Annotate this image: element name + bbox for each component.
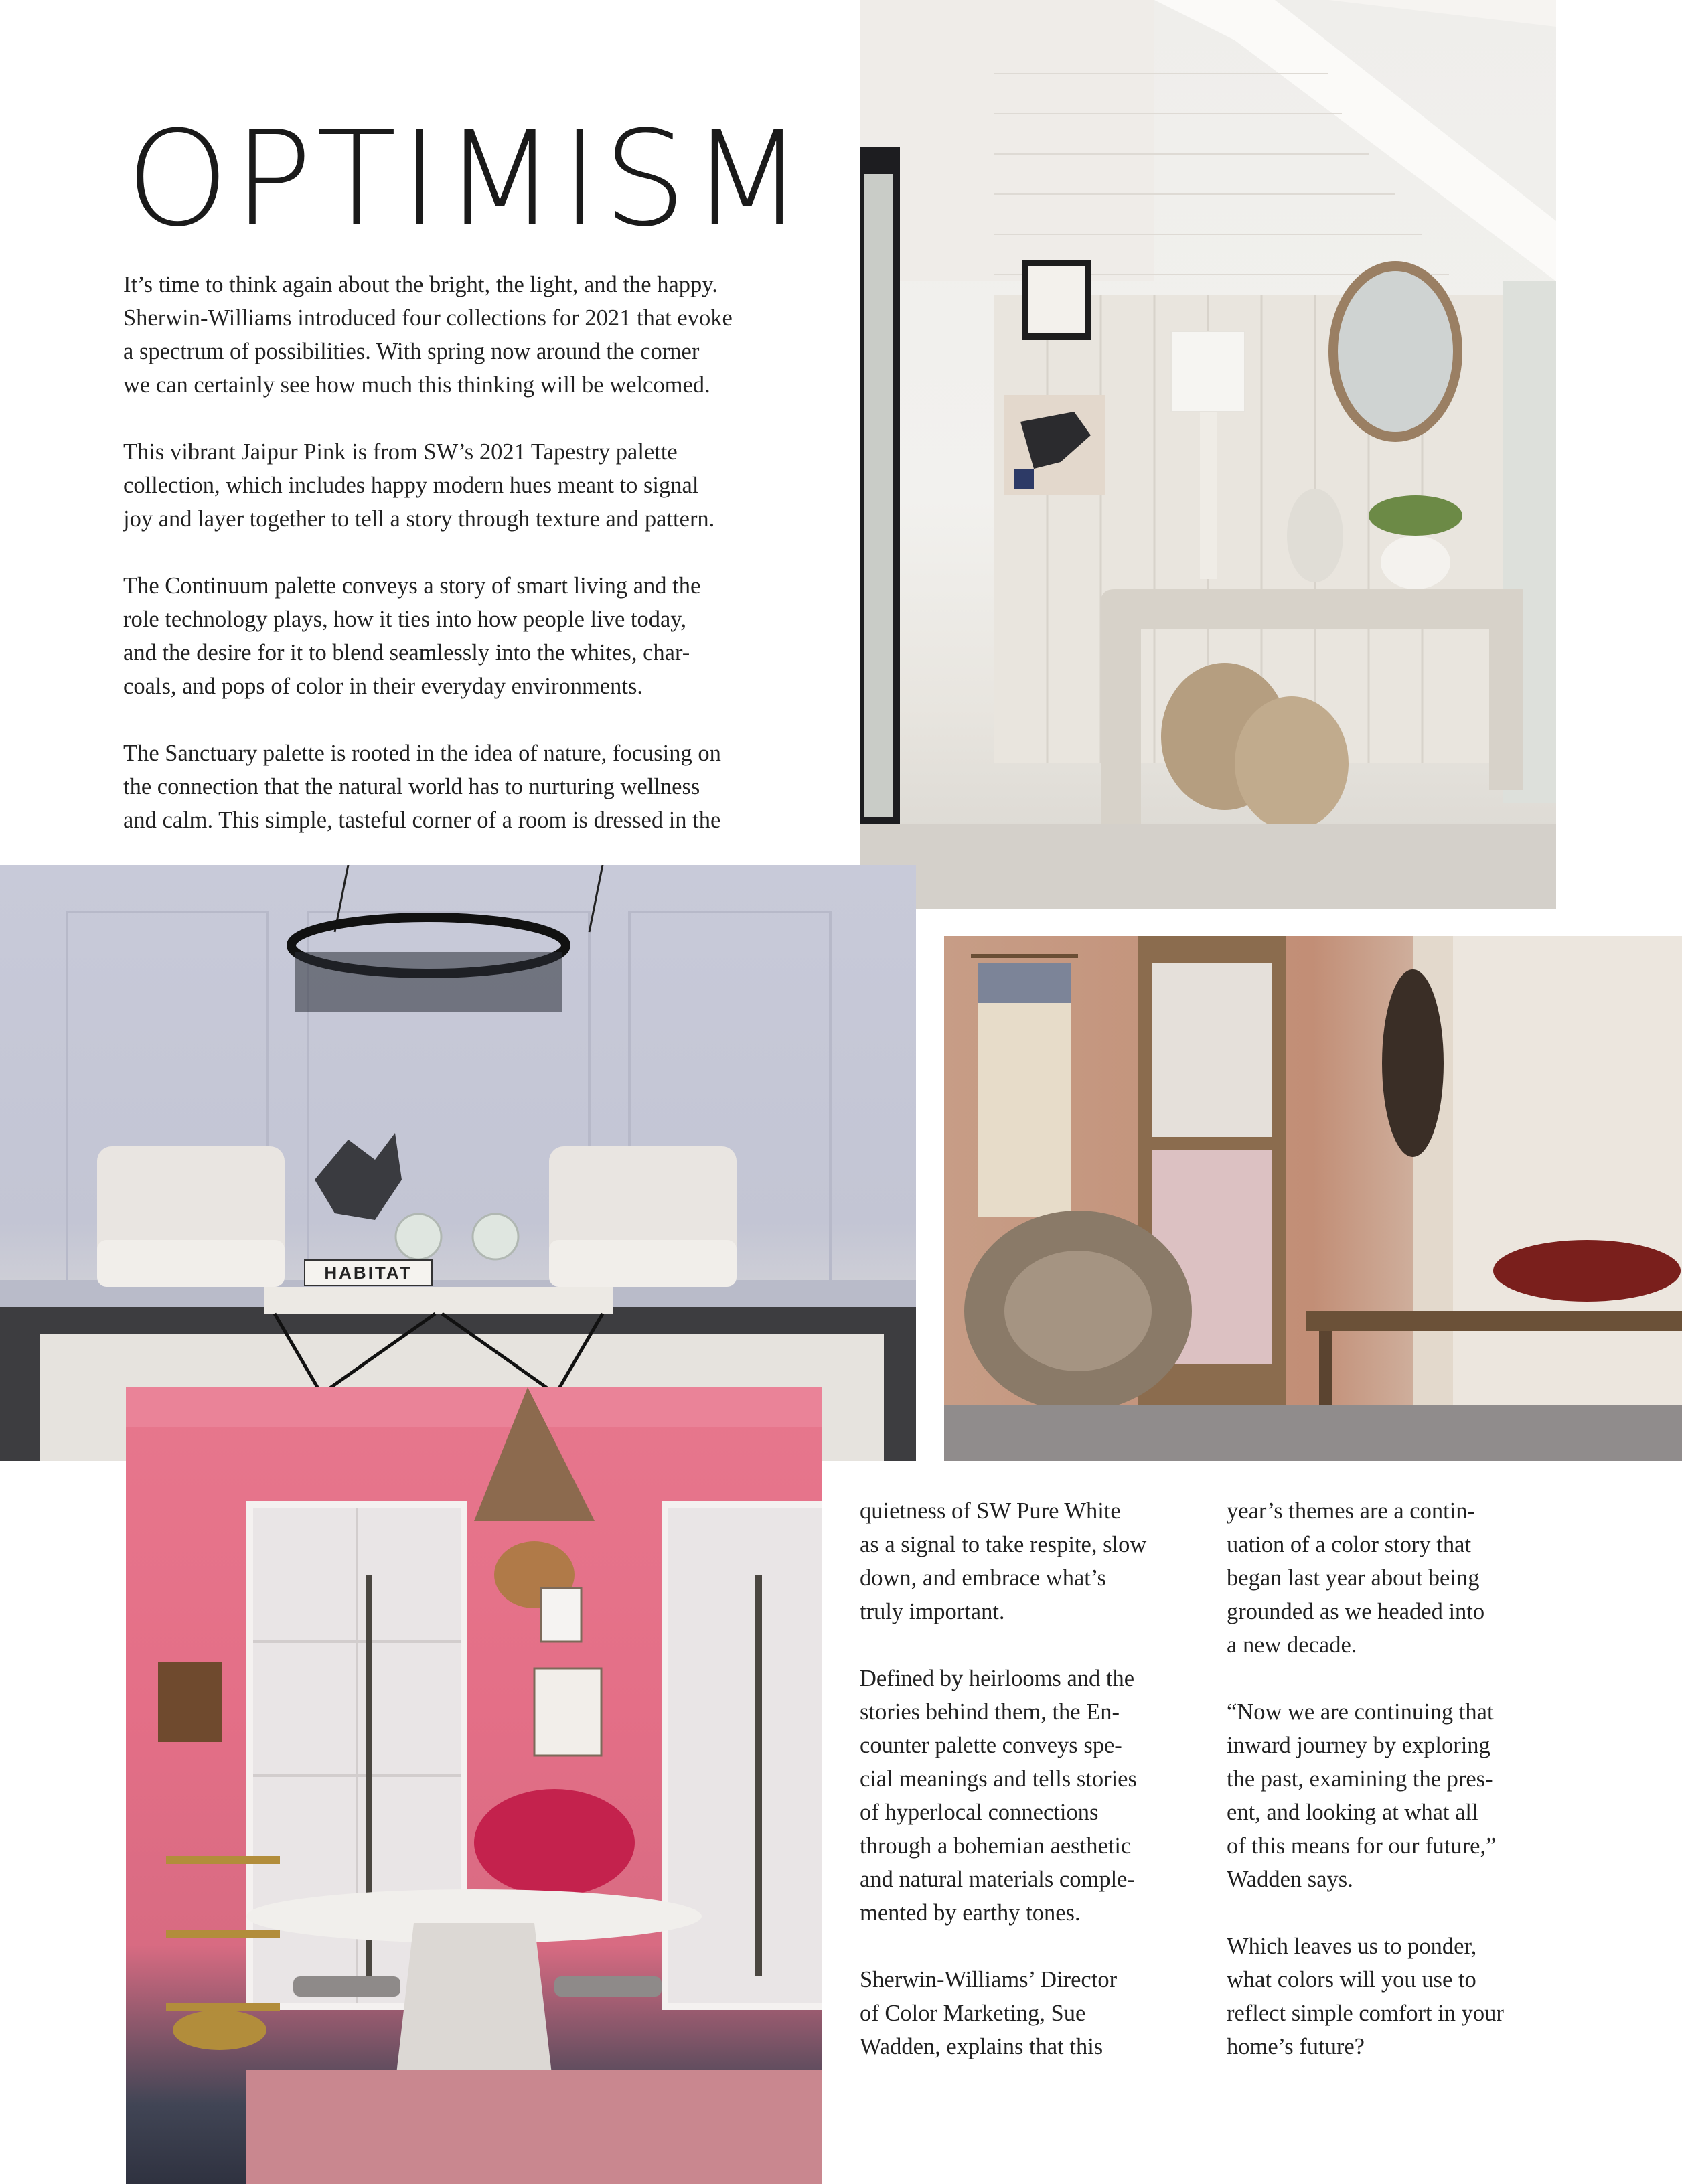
text-line: stories behind them, the En- xyxy=(860,1699,1120,1725)
intro-paragraph-4 xyxy=(123,736,833,837)
text-line: year’s themes are a contin- xyxy=(1227,1498,1476,1524)
text-line: mented by earthy tones. xyxy=(860,1900,1081,1926)
intro-paragraph-3 xyxy=(123,569,833,703)
text-line: “Now we are continuing that xyxy=(1227,1699,1494,1725)
text-line: the past, examining the pres- xyxy=(1227,1766,1493,1792)
sanctuary-entryway-photo xyxy=(860,0,1556,909)
text-line: what colors will you use to xyxy=(1227,1967,1476,1993)
habitat-book-label: HABITAT xyxy=(324,1263,412,1283)
text-line: a spectrum of possibilities. With spring now around the corner xyxy=(123,339,700,364)
text-line: Which leaves us to ponder, xyxy=(1227,1934,1477,1959)
text-line: of Color Marketing, Sue xyxy=(860,2001,1086,2026)
text-line: counter palette conveys spe- xyxy=(860,1733,1122,1758)
text-line: The Continuum palette conveys a story of smart living and the xyxy=(123,573,701,599)
text-line: a new decade. xyxy=(1227,1632,1357,1658)
text-line: coals, and pops of color in their everyday environments. xyxy=(123,674,643,699)
text-line: The Sanctuary palette is rooted in the idea of nature, focusing on xyxy=(123,740,721,766)
column-paragraph xyxy=(1227,1930,1588,2063)
column-paragraph xyxy=(860,1963,1221,2063)
continuum-living-room-illustration xyxy=(0,865,916,1461)
continuum-living-room-photo xyxy=(0,865,916,1461)
column-paragraph xyxy=(860,1662,1221,1930)
text-line: Defined by heirlooms and the xyxy=(860,1666,1135,1691)
text-line: grounded as we headed into xyxy=(1227,1599,1485,1624)
text-line: role technology plays, how it ties into how people live today, xyxy=(123,607,686,632)
text-line: Sherwin-Williams introduced four collections for 2021 that evoke xyxy=(123,305,733,331)
text-line: and natural materials comple- xyxy=(860,1867,1135,1892)
text-line: through a bohemian aesthetic xyxy=(860,1833,1132,1859)
text-line: we can certainly see how much this thinking will be welcomed. xyxy=(123,372,710,398)
text-line: quietness of SW Pure White xyxy=(860,1498,1121,1524)
intro-paragraph-2 xyxy=(123,435,833,536)
sanctuary-entryway-illustration xyxy=(860,0,1556,909)
text-line: of this means for our future,” xyxy=(1227,1833,1497,1859)
intro-paragraph-1 xyxy=(123,268,833,402)
text-line: joy and layer together to tell a story through texture and pattern. xyxy=(123,506,715,532)
text-line: ent, and looking at what all xyxy=(1227,1800,1478,1825)
text-line: reflect simple comfort in your xyxy=(1227,2001,1504,2026)
text-line: the connection that the natural world has to nurturing wellness xyxy=(123,774,700,799)
text-line: uation of a color story that xyxy=(1227,1532,1472,1557)
article-title: OPTIMISM xyxy=(126,103,808,256)
text-line: inward journey by exploring xyxy=(1227,1733,1490,1758)
intro-text-block xyxy=(123,268,833,870)
text-line: home’s future? xyxy=(1227,2034,1365,2059)
text-line: Wadden says. xyxy=(1227,1867,1353,1892)
body-column-3 xyxy=(1227,1494,1588,2097)
tapestry-pink-dining-illustration xyxy=(126,1387,822,2184)
column-paragraph xyxy=(1227,1695,1588,1896)
column-paragraph xyxy=(860,1494,1221,1628)
text-line: of hyperlocal connections xyxy=(860,1800,1099,1825)
text-line: cial meanings and tells stories xyxy=(860,1766,1137,1792)
text-line: as a signal to take respite, slow xyxy=(860,1532,1147,1557)
text-line: Wadden, explains that this xyxy=(860,2034,1103,2059)
text-line: and the desire for it to blend seamlessly into the whites, char- xyxy=(123,640,690,666)
text-line: truly important. xyxy=(860,1599,1005,1624)
tapestry-pink-dining-room-photo xyxy=(126,1387,822,2184)
text-line: and calm. This simple, tasteful corner of a room is dressed in the xyxy=(123,807,721,833)
text-line: Sherwin-Williams’ Director xyxy=(860,1967,1118,1993)
column-paragraph xyxy=(1227,1494,1588,1662)
text-line: down, and embrace what’s xyxy=(860,1565,1106,1591)
body-column-2 xyxy=(860,1494,1221,2097)
encounter-earthy-room-photo xyxy=(944,936,1682,1461)
encounter-earthy-room-illustration xyxy=(944,936,1682,1461)
text-line: collection, which includes happy modern hues meant to signal xyxy=(123,473,699,498)
text-line: began last year about being xyxy=(1227,1565,1480,1591)
text-line: This vibrant Jaipur Pink is from SW’s 2021 Tapestry palette xyxy=(123,439,678,465)
text-line: It’s time to think again about the bright, the light, and the happy. xyxy=(123,272,718,297)
